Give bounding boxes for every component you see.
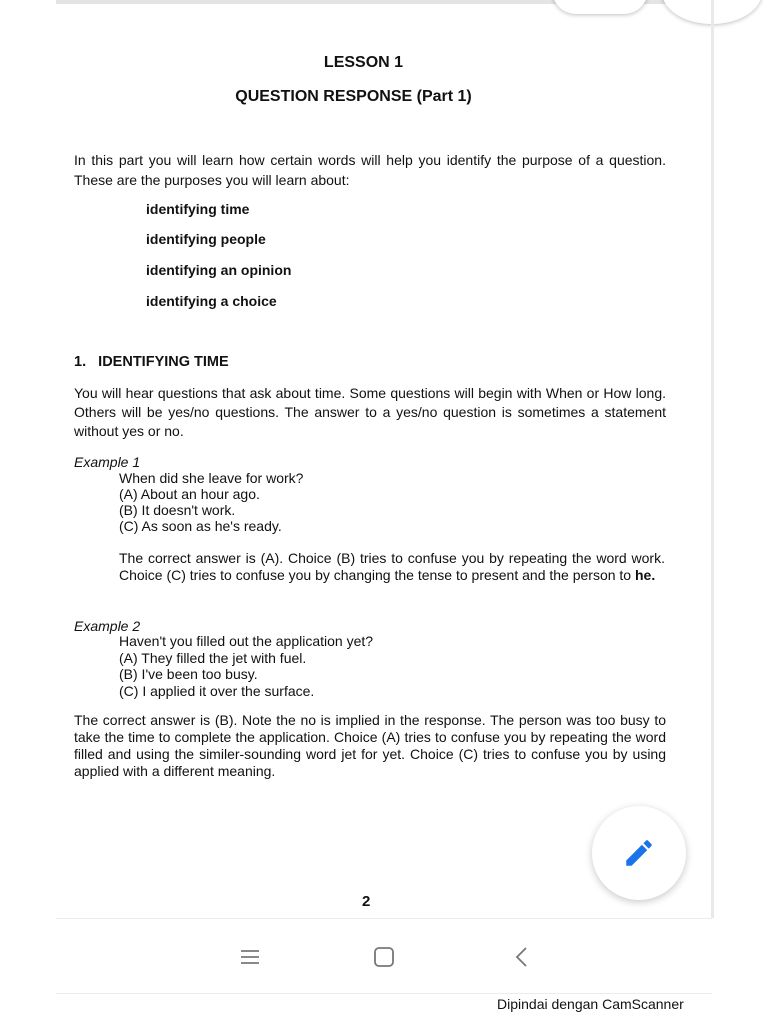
menu-button[interactable] [236, 943, 264, 971]
purpose-item: identifying time [146, 201, 250, 217]
example-option: (C) As soon as he's ready. [119, 518, 282, 534]
section-paragraph: You will hear questions that ask about time. Some questions will begin with When or How long. Others will be yes/no questions. The answer to a yes/no question is sometimes a statement without yes or no. [74, 385, 666, 439]
explanation-text: The correct answer is (A). Choice (B) tries to confuse you by repeating the word work. Choice (C) tries to confuse you by changing the tense to present and the person to [119, 550, 665, 583]
lesson-title: LESSON 1 [323, 54, 404, 71]
explanation-bold: he. [634, 567, 656, 583]
example-question: When did she leave for work? [119, 470, 304, 486]
system-navigation-bar [56, 918, 712, 994]
page-number: 2 [362, 893, 371, 910]
edit-fab-button[interactable] [592, 806, 686, 900]
example-label: Example 1 [74, 454, 141, 470]
back-button[interactable] [508, 943, 536, 971]
home-square-icon [373, 946, 395, 968]
purpose-item: identifying a choice [146, 293, 277, 309]
example-option: (A) They filled the jet with fuel. [119, 650, 307, 666]
example-label: Example 2 [74, 618, 141, 634]
purpose-item: identifying people [146, 231, 266, 247]
intro-paragraph: In this part you will learn how certain words will help you identify the purpose of a question. These are the purposes you will learn about: [74, 152, 666, 188]
home-button[interactable] [370, 943, 398, 971]
camscanner-watermark: Dipindai dengan CamScanner [497, 996, 684, 1012]
closing-paragraph: The correct answer is (B). Note the no is implied in the response. The person was too busy to take the time to complete the application. Choice (A) tries to confuse you by repeating the word filled and using the similer-sounding word jet for yet. Choice (C) tries to confuse you by using applied with a different meaning. [74, 712, 666, 779]
example-explanation [119, 550, 665, 584]
example-option: (B) I've been too busy. [119, 666, 258, 682]
pencil-icon [622, 836, 656, 870]
menu-icon [239, 947, 261, 967]
page-right-edge [711, 0, 714, 918]
section-heading: 1. IDENTIFYING TIME [74, 354, 229, 370]
scanned-document-page [56, 4, 711, 918]
example-option: (B) It doesn't work. [119, 502, 236, 518]
purpose-item: identifying an opinion [146, 262, 292, 278]
example-question: Haven't you filled out the application yet? [119, 633, 374, 649]
example-option: (A) About an hour ago. [119, 486, 260, 502]
back-chevron-icon [514, 946, 530, 968]
example-option: (C) I applied it over the surface. [119, 683, 315, 699]
lesson-subtitle: QUESTION RESPONSE (Part 1) [235, 88, 472, 105]
